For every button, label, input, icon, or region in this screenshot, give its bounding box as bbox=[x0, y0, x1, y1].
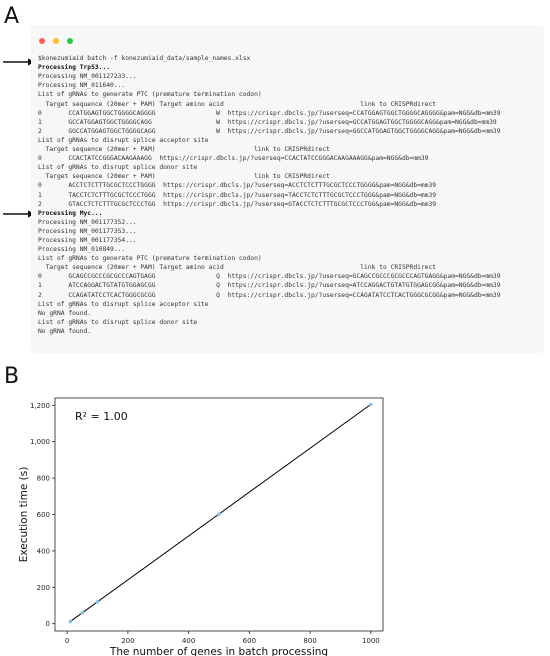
terminal-line: 2 CCAGATATCCTCACTGGGCGCGG Q https://crispr.dbcls.jp/?userseq=CCAGATATCCTCACTGGGCGCGG&pam=NGG&db=mm39 bbox=[38, 291, 501, 299]
x-tick-label: 1000 bbox=[361, 637, 380, 645]
terminal-line: 1 GCCATGGAGTGGCTGGGGCAGG W https://crispr.dbcls.jp/?userseq=GCCATGGAGTGGCTGGGGCAGG&pam=NGG&db=mm39 bbox=[38, 118, 497, 126]
scatter-chart bbox=[15, 386, 395, 656]
terminal-line: Processing NM_001177353... bbox=[38, 227, 137, 235]
terminal-line: Target sequence (20mer + PAM) Target amino acid link to CRISPRdirect bbox=[38, 100, 437, 108]
terminal-line: 0 CCATGGAGTGGCTGGGGCAGGGG W https://crispr.dbcls.jp/?userseq=CCATGGAGTGGCTGGGGCAGGGG&pam=NGG&db=mm39 bbox=[38, 109, 501, 117]
x-axis-label: The number of genes in batch processing bbox=[109, 646, 329, 656]
terminal-line: Processing Trp53... bbox=[38, 64, 111, 72]
terminal-line: No gRNA found. bbox=[38, 327, 92, 335]
terminal-line: List of gRNAs to disrupt splice acceptor site bbox=[38, 136, 209, 144]
terminal-line: List of gRNAs to generate PTC (premature termination codon) bbox=[38, 91, 262, 99]
y-axis-label: Execution time (s) bbox=[18, 466, 30, 563]
terminal-output bbox=[38, 45, 541, 336]
terminal-line: No gRNA found. bbox=[38, 309, 92, 317]
x-tick-label: 0 bbox=[64, 637, 70, 645]
minimize-window-button[interactable] bbox=[53, 38, 59, 44]
data-point bbox=[369, 403, 373, 407]
terminal-line: Processing NM_001177354... bbox=[38, 236, 137, 244]
y-tick-label: 200 bbox=[36, 583, 50, 592]
y-tick-label: 800 bbox=[36, 474, 50, 483]
terminal-line: Target sequence (20mer + PAM) link to CRISPRdirect bbox=[38, 173, 330, 181]
terminal-line: List of gRNAs to disrupt splice acceptor site bbox=[38, 300, 209, 308]
terminal-line: Processing Myc... bbox=[38, 209, 103, 217]
terminal-line: 0 CCACTATCCGGGACAAGAAAGG https://crispr.dbcls.jp/?userseq=CCACTATCCGGGACAAGAAAGG&pam=NGG&db=mm39 bbox=[38, 155, 429, 163]
y-tick-label: 1,200 bbox=[29, 401, 50, 410]
terminal-line: $konezumiaid batch -f konezumiaid_data/sample_names.xlsx bbox=[38, 55, 251, 63]
x-tick-label: 800 bbox=[303, 637, 317, 645]
terminal-line: Target sequence (20mer + PAM) Target amino acid link to CRISPRdirect bbox=[38, 264, 437, 272]
terminal-line: Processing NM_010849... bbox=[38, 246, 126, 254]
terminal-line: Processing NM_001177352... bbox=[38, 218, 137, 226]
x-tick-label: 200 bbox=[121, 637, 135, 645]
terminal-line: 2 GGCCATGGAGTGGCTGGGGCAGG W https://crispr.dbcls.jp/?userseq=GGCCATGGAGTGGCTGGGGCAGG&pam=NGG&db=mm39 bbox=[38, 127, 501, 135]
panel-a-label: A bbox=[4, 4, 20, 29]
terminal-line: List of gRNAs to disrupt splice donor site bbox=[38, 164, 198, 172]
data-point bbox=[68, 620, 72, 624]
terminal-line: List of gRNAs to disrupt splice donor site bbox=[38, 318, 198, 326]
terminal-line: 0 ACCTCTCTTTGCGCTCCCTGGGG https://crispr.dbcls.jp/?userseq=ACCTCTCTTTGCGCTCCCTGGGG&pam=NGG&db=mm39 bbox=[38, 182, 437, 190]
data-point bbox=[217, 512, 221, 516]
r-squared-annotation: R² = 1.00 bbox=[75, 410, 128, 423]
terminal-line: 0 GCAGCCGCCCGCGCCCAGTGAGG Q https://crispr.dbcls.jp/?userseq=GCAGCCGCCCGCGCCCAGTGAGG&pam=NGG&db=mm39 bbox=[38, 273, 501, 281]
chart-svg bbox=[15, 386, 395, 656]
panel-b-label: B bbox=[4, 364, 20, 389]
terminal-line: List of gRNAs to generate PTC (premature termination codon) bbox=[38, 255, 262, 263]
terminal-line: Processing NM_011640... bbox=[38, 82, 126, 90]
data-point bbox=[96, 600, 100, 604]
y-tick-label: 0 bbox=[45, 620, 50, 629]
data-point bbox=[81, 611, 85, 615]
y-tick-label: 1,000 bbox=[29, 438, 50, 447]
terminal-line bbox=[38, 45, 541, 54]
y-tick-label: 600 bbox=[36, 511, 50, 519]
terminal-line: 1 ATCCAGGACTGTATGTGGAGCGG Q https://crispr.dbcls.jp/?userseq=ATCCAGGACTGTATGTGGAGCGG&pam=NGG&db=mm39 bbox=[38, 282, 501, 290]
terminal-window bbox=[31, 25, 544, 353]
terminal-line: Target sequence (20mer + PAM) link to CRISPRdirect bbox=[38, 146, 330, 154]
close-window-button[interactable] bbox=[39, 38, 45, 44]
fit-line bbox=[70, 404, 371, 621]
x-tick-label: 400 bbox=[181, 637, 196, 645]
terminal-line: Processing NM_001127233... bbox=[38, 73, 137, 81]
maximize-window-button[interactable] bbox=[67, 38, 73, 44]
terminal-line: 1 TACCTCTCTTTGCGCTCCCTGGG https://crispr.dbcls.jp/?userseq=TACCTCTCTTTGCGCTCCCTGGG&pam=NGG&db=mm39 bbox=[38, 191, 437, 199]
y-tick-label: 400 bbox=[36, 547, 50, 556]
terminal-line: 2 GTACCTCTCTTTGCGCTCCCTGG https://crispr.dbcls.jp/?userseq=GTACCTCTCTTTGCGCTCCCTGG&pam=NGG&db=mm39 bbox=[38, 200, 437, 208]
x-tick-label: 600 bbox=[242, 637, 257, 645]
